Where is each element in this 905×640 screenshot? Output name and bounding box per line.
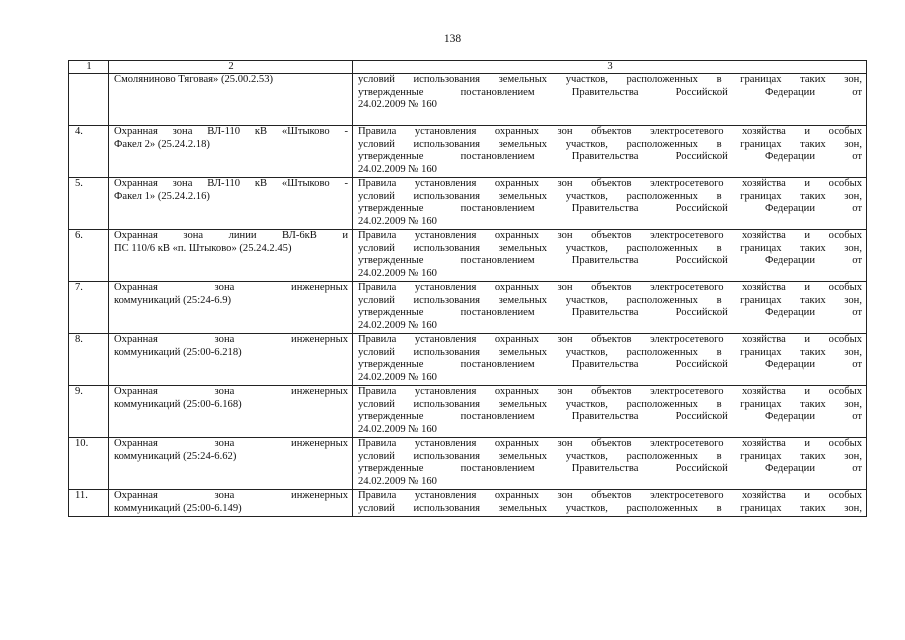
zones-table (68, 60, 867, 517)
legal-basis-line: Правила установления охранных зон объектов электросетевого хозяйства и особых (358, 282, 862, 293)
legal-basis-line: утвержденные постановлением Правительства Российской Федерации от (358, 86, 862, 98)
legal-basis-line: Правила установления охранных зон объектов электросетевого хозяйства и особых (358, 334, 862, 345)
row-number: 9. (69, 386, 109, 438)
zone-name-line: коммуникаций (25:24-6.62) (114, 450, 237, 462)
zone-name-line: Охранная зона инженерных (114, 490, 348, 501)
legal-basis-line: условий использования земельных участков, расположенных в границах таких зон, (358, 294, 862, 306)
legal-basis-line: Правила установления охранных зон объектов электросетевого хозяйства и особых (358, 386, 862, 397)
table-row (69, 126, 867, 178)
zone-name (109, 490, 353, 517)
table-row (69, 282, 867, 334)
legal-basis-line: 24.02.2009 № 160 (358, 164, 437, 176)
zone-name-line: коммуникаций (25:24-6.9) (114, 294, 232, 306)
legal-basis-line: условий использования земельных участков, расположенных в границах таких зон, (358, 74, 862, 85)
legal-basis-line: условий использования земельных участков, расположенных в границах таких зон, (358, 502, 862, 514)
legal-basis-line: 24.02.2009 № 160 (358, 320, 437, 332)
legal-basis (353, 386, 867, 438)
legal-basis-line: условий использования земельных участков, расположенных в границах таких зон, (358, 346, 862, 358)
zone-name-line: коммуникаций (25:00-6.168) (114, 398, 242, 410)
row-number (69, 74, 109, 126)
legal-basis-line: Правила установления охранных зон объектов электросетевого хозяйства и особых (358, 178, 862, 189)
column-header-2: 2 (109, 61, 353, 74)
legal-basis-line: условий использования земельных участков, расположенных в границах таких зон, (358, 138, 862, 150)
table-row (69, 490, 867, 517)
legal-basis-line: 24.02.2009 № 160 (358, 216, 437, 228)
legal-basis-line: утвержденные постановлением Правительства Российской Федерации от (358, 203, 862, 215)
row-number: 7. (69, 282, 109, 334)
zone-name (109, 282, 353, 334)
row-number: 4. (69, 126, 109, 178)
column-header-1: 1 (69, 61, 109, 74)
row-number: 10. (69, 438, 109, 490)
zone-name-line: Охранная зона инженерных (114, 334, 348, 345)
zone-name (109, 386, 353, 438)
legal-basis (353, 334, 867, 386)
zone-name-line: ПС 110/6 кВ «п. Штыково» (25.24.2.45) (114, 242, 292, 254)
zone-name-line: Охранная зона инженерных (114, 282, 348, 293)
legal-basis-line: утвержденные постановлением Правительства Российской Федерации от (358, 255, 862, 267)
legal-basis (353, 230, 867, 282)
zone-name-line: Смоляниново Тяговая» (25.00.2.53) (114, 74, 274, 85)
zone-name-line: Охранная зона ВЛ-110 кВ «Штыково - (114, 126, 348, 137)
legal-basis (353, 282, 867, 334)
legal-basis-line: 24.02.2009 № 160 (358, 372, 437, 384)
legal-basis-line: 24.02.2009 № 160 (358, 424, 437, 436)
zone-name (109, 438, 353, 490)
legal-basis (353, 438, 867, 490)
table-row-continuation (69, 74, 867, 126)
table-row (69, 438, 867, 490)
legal-basis-line: утвержденные постановлением Правительства Российской Федерации от (358, 307, 862, 319)
zone-name-line: Факел 1» (25.24.2.16) (114, 190, 210, 202)
legal-basis-line: 24.02.2009 № 160 (358, 99, 437, 111)
legal-basis-line: условий использования земельных участков, расположенных в границах таких зон, (358, 190, 862, 202)
row-number: 5. (69, 178, 109, 230)
zone-name (109, 74, 353, 126)
table-row (69, 230, 867, 282)
legal-basis (353, 490, 867, 517)
row-number: 8. (69, 334, 109, 386)
legal-basis-line: условий использования земельных участков, расположенных в границах таких зон, (358, 450, 862, 462)
legal-basis-line: 24.02.2009 № 160 (358, 268, 437, 280)
legal-basis-line: Правила установления охранных зон объектов электросетевого хозяйства и особых (358, 230, 862, 241)
legal-basis-line: Правила установления охранных зон объектов электросетевого хозяйства и особых (358, 490, 862, 501)
zone-name-line: коммуникаций (25:00-6.218) (114, 346, 242, 358)
zone-name (109, 126, 353, 178)
legal-basis-line: Правила установления охранных зон объектов электросетевого хозяйства и особых (358, 126, 862, 137)
table-row (69, 334, 867, 386)
zone-name-line: Факел 2» (25.24.2.18) (114, 138, 210, 150)
zone-name (109, 230, 353, 282)
zone-name-line: Охранная зона инженерных (114, 386, 348, 397)
legal-basis-line: Правила установления охранных зон объектов электросетевого хозяйства и особых (358, 438, 862, 449)
zone-name-line: Охранная зона ВЛ-110 кВ «Штыково - (114, 178, 348, 189)
zone-name-line: Охранная зона инженерных (114, 438, 348, 449)
legal-basis-line: 24.02.2009 № 160 (358, 476, 437, 488)
zone-name-line: Охранная зона линии ВЛ-6кВ и (114, 230, 348, 241)
legal-basis-line: утвержденные постановлением Правительства Российской Федерации от (358, 151, 862, 163)
legal-basis-line: утвержденные постановлением Правительства Российской Федерации от (358, 411, 862, 423)
legal-basis-line: утвержденные постановлением Правительства Российской Федерации от (358, 359, 862, 371)
legal-basis (353, 126, 867, 178)
row-number: 6. (69, 230, 109, 282)
zone-name (109, 334, 353, 386)
row-number: 11. (69, 490, 109, 517)
legal-basis-line: условий использования земельных участков, расположенных в границах таких зон, (358, 398, 862, 410)
zone-name-line: коммуникаций (25:00-6.149) (114, 502, 242, 514)
zone-name (109, 178, 353, 230)
legal-basis (353, 178, 867, 230)
table-row (69, 386, 867, 438)
table-row (69, 178, 867, 230)
legal-basis (353, 74, 867, 126)
table-header-row (69, 61, 867, 74)
column-header-3: 3 (353, 61, 867, 74)
page-number: 138 (443, 33, 462, 45)
legal-basis-line: условий использования земельных участков, расположенных в границах таких зон, (358, 242, 862, 254)
legal-basis-line: утвержденные постановлением Правительства Российской Федерации от (358, 463, 862, 475)
